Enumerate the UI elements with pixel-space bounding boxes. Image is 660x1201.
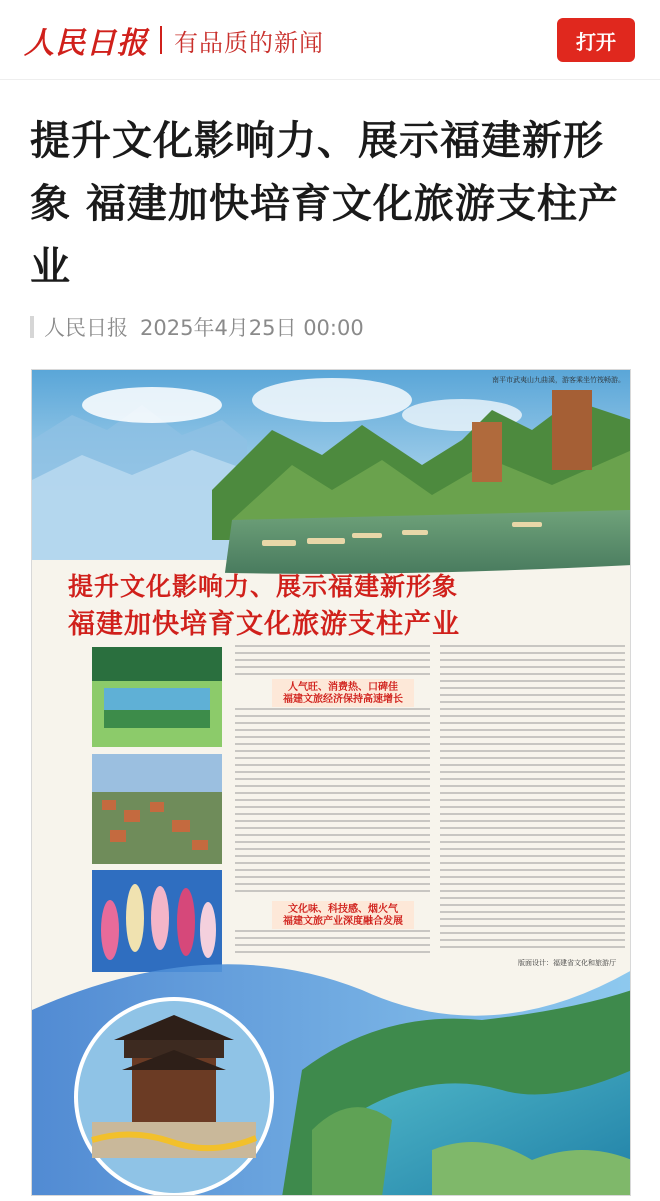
article-title: 提升文化影响力、展示福建新形象 福建加快培育文化旅游支柱产业 <box>30 118 619 290</box>
subhead-2-line2: 福建文旅产业深度融合发展 <box>283 916 403 927</box>
logo-wordmark: 人民日报 <box>24 26 148 61</box>
subhead-2 <box>254 904 432 928</box>
article-datetime: 2025年4月25日 00:00 <box>140 316 364 340</box>
subhead-1-line2: 福建文旅经济保持高速增长 <box>283 694 403 705</box>
newspaper-image[interactable] <box>31 369 631 1196</box>
app-header <box>0 0 660 80</box>
newspaper-headline-line1: 提升文化影响力、展示福建新形象 <box>68 572 459 601</box>
subhead-1 <box>254 682 432 706</box>
logo-tagline: 有品质的新闻 <box>174 28 324 57</box>
article-source[interactable]: 人民日报 <box>44 316 128 340</box>
logo[interactable] <box>24 18 324 62</box>
newspaper-illustration <box>32 370 631 1196</box>
photo-caption-top: 南平市武夷山九曲溪，游客乘坐竹筏畅游。 <box>492 376 625 384</box>
article-meta <box>30 312 364 342</box>
meta-bar-icon <box>30 316 34 338</box>
logo-divider <box>160 26 162 54</box>
newspaper-headline-line2: 福建加快培育文化旅游支柱产业 <box>68 609 460 640</box>
subhead-2-line1: 文化味、科技感、烟火气 <box>288 904 398 915</box>
newspaper-byline: 版面设计：福建省文化和旅游厅 <box>518 959 616 967</box>
open-app-button[interactable]: 打开 <box>557 18 635 62</box>
subhead-1-line1: 人气旺、消费热、口碑佳 <box>288 682 398 693</box>
